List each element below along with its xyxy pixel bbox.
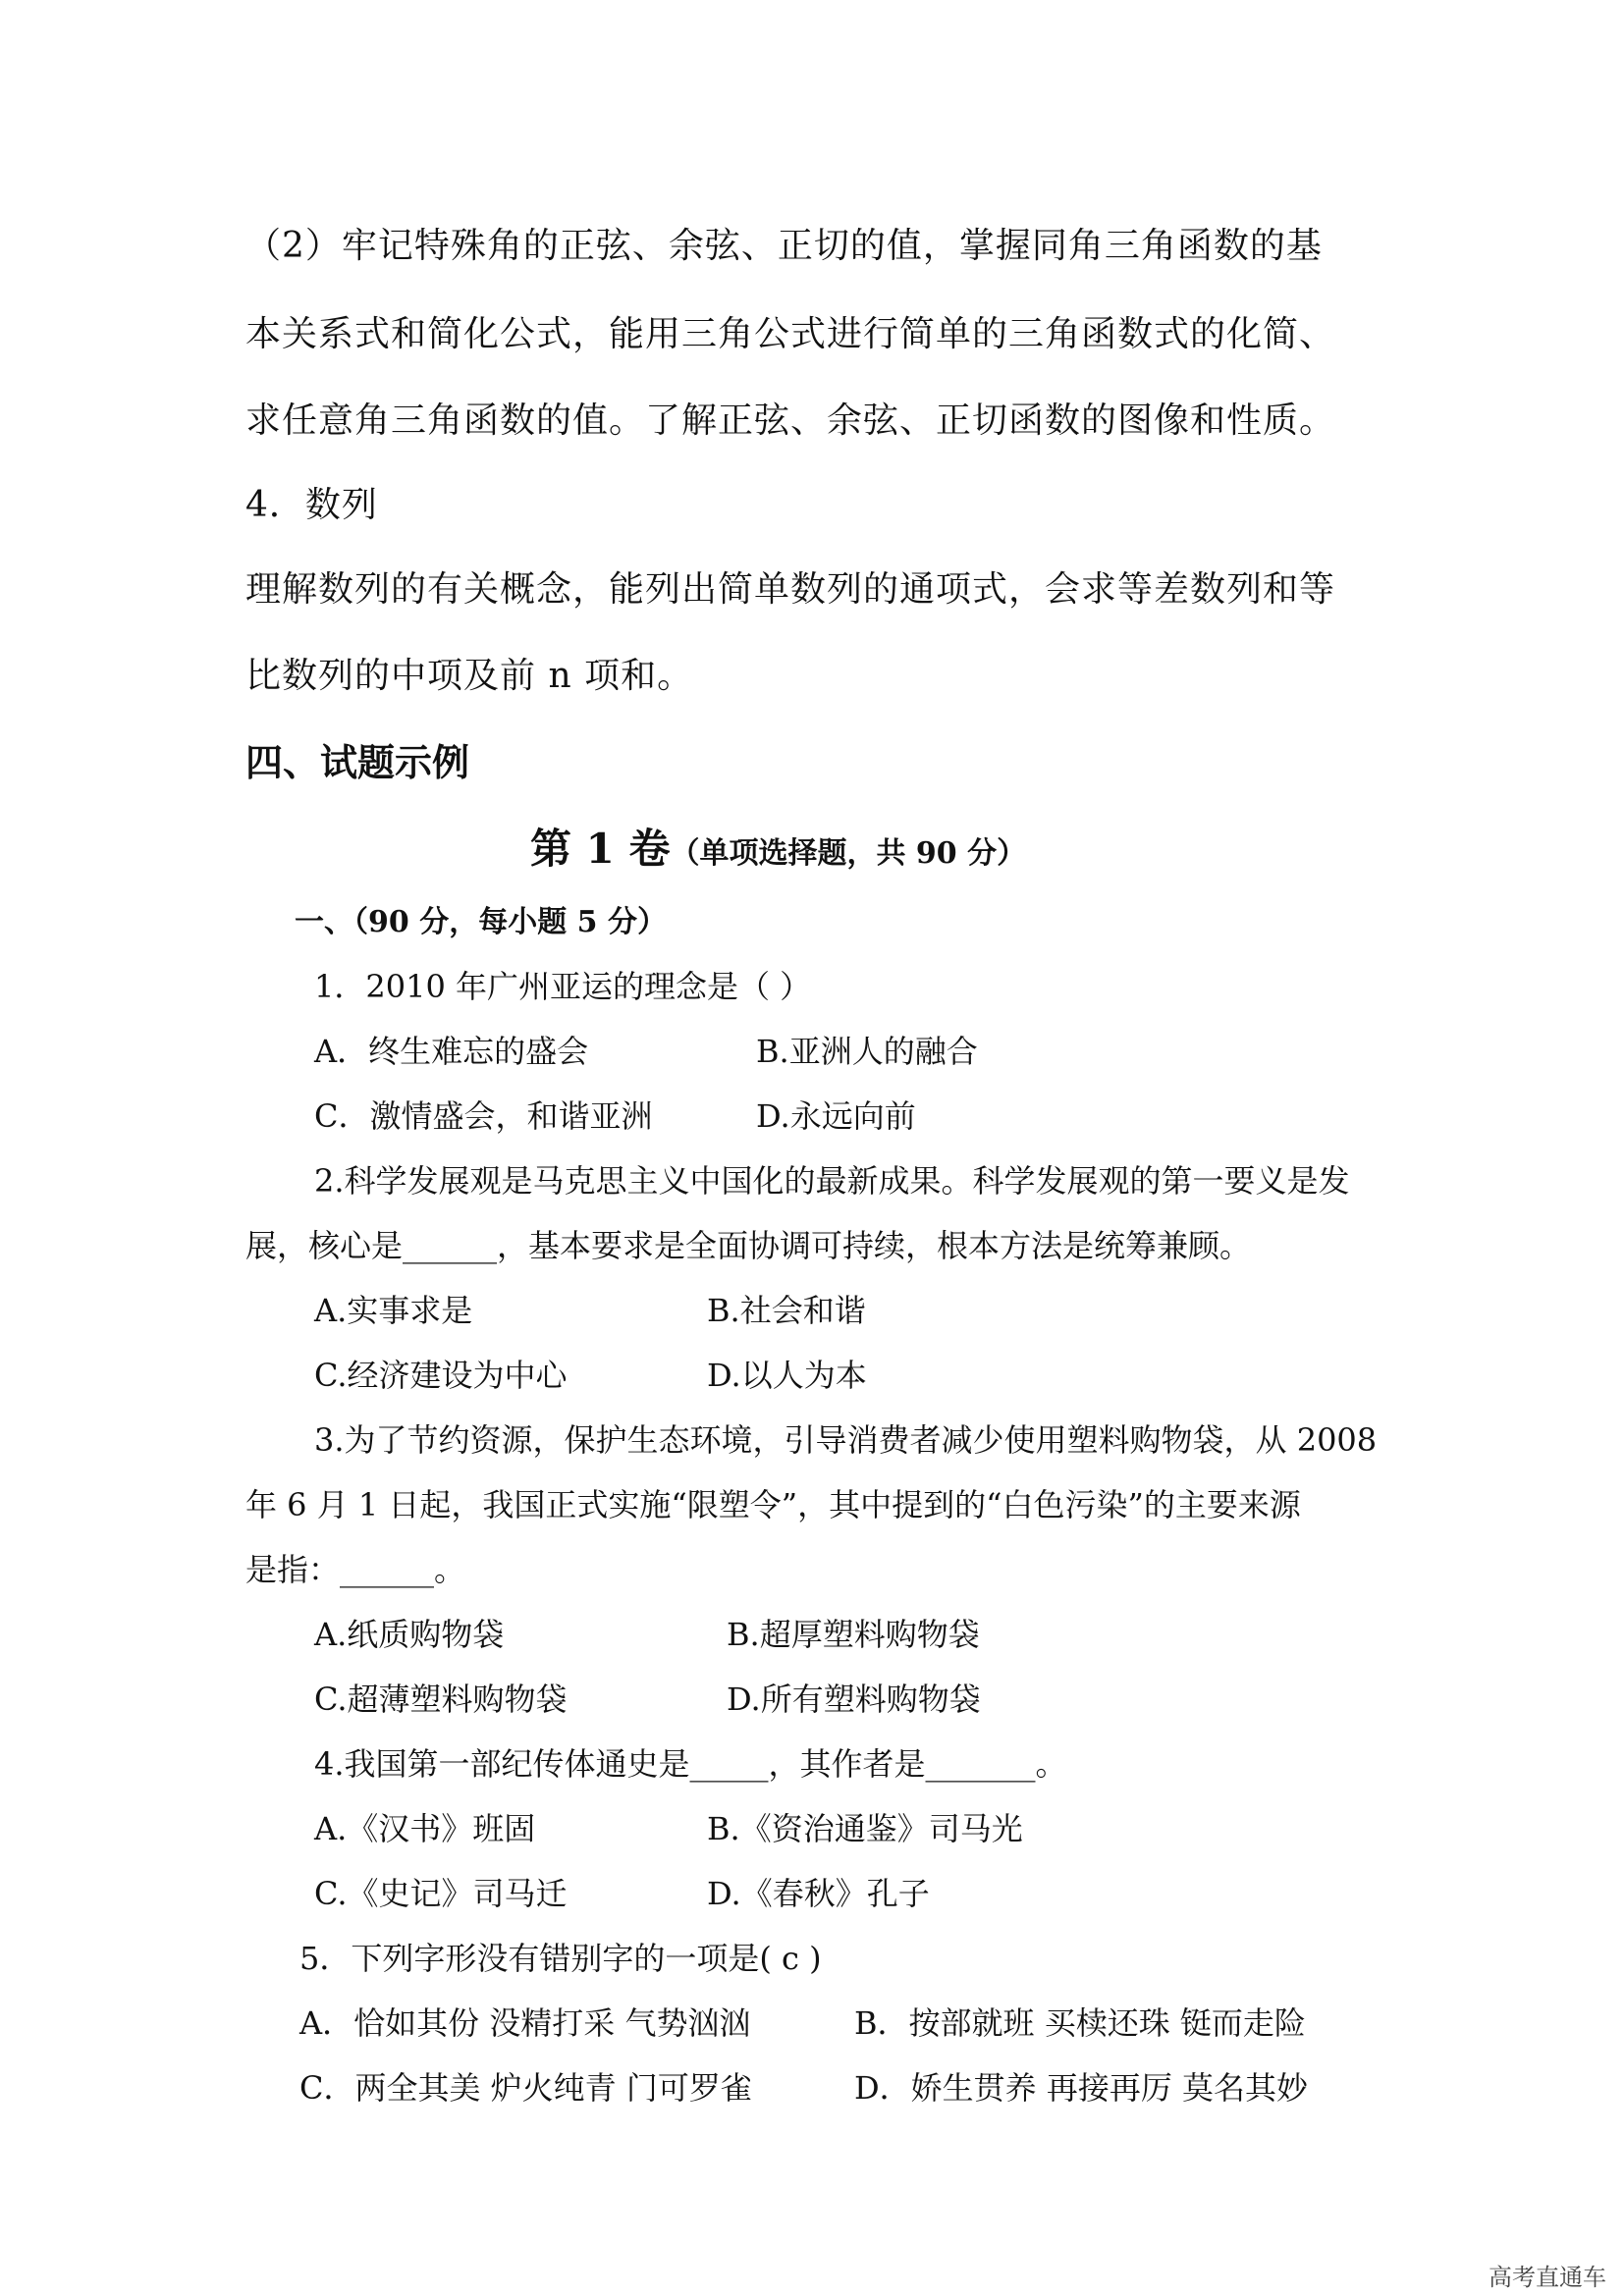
question-3-stem-line-3: 是指：______。	[245, 1551, 466, 1588]
body-line-3: 求任意角三角函数的值。了解正弦、余弦、正切函数的图像和性质。	[245, 400, 1336, 441]
question-3-option-d: D.所有塑料购物袋	[727, 1681, 981, 1718]
question-3-option-a: A.纸质购物袋	[314, 1616, 505, 1653]
question-2-stem-line-1: 2.科学发展观是马克思主义中国化的最新成果。科学发展观的第一要义是发	[314, 1162, 1350, 1200]
part-heading: 一、（90 分，每小题 5 分）	[295, 905, 667, 939]
question-5-option-b: B．按部就班 买椟还珠 铤而走险	[854, 2004, 1306, 2042]
question-1-stem: 1．2010 年广州亚运的理念是（ ）	[314, 968, 812, 1005]
paper-title-main: 第 1 卷	[530, 825, 671, 873]
body-line-6: 比数列的中项及前 n 项和。	[245, 656, 694, 696]
question-4-option-a: A.《汉书》班固	[314, 1810, 536, 1847]
question-4-option-c: C.《史记》司马迁	[314, 1875, 568, 1912]
question-3-stem-line-2: 年 6 月 1 日起，我国正式实施“限塑令”，其中提到的“白色污染”的主要来源	[245, 1486, 1301, 1523]
question-5-option-a: A．恰如其份 没精打采 气势汹汹	[299, 2004, 751, 2042]
question-3-stem-line-1: 3.为了节约资源，保护生态环境，引导消费者减少使用塑料购物袋，从 2008	[314, 1421, 1378, 1459]
question-1-option-b: B.亚洲人的融合	[756, 1033, 978, 1070]
question-1-option-d: D.永远向前	[756, 1097, 916, 1135]
paper-title-sub: （单项选择题，共 90 分）	[670, 836, 1027, 871]
question-3-option-c: C.超薄塑料购物袋	[314, 1681, 568, 1718]
question-3-option-b: B.超厚塑料购物袋	[727, 1616, 980, 1653]
question-5-option-c: C．两全其美 炉火纯青 门可罗雀	[299, 2069, 752, 2107]
watermark-text: 高考直通车	[1489, 2264, 1606, 2291]
question-4-stem: 4.我国第一部纪传体通史是_____，其作者是_______。	[314, 1745, 1067, 1783]
question-2-option-d: D.以人为本	[707, 1357, 867, 1394]
question-2-stem-line-2: 展，核心是______，基本要求是全面协调可持续，根本方法是统筹兼顾。	[245, 1227, 1252, 1264]
section-heading: 四、试题示例	[245, 741, 470, 784]
question-1-option-a: A．终生难忘的盛会	[314, 1033, 589, 1070]
question-4-option-b: B.《资治通鉴》司马光	[707, 1810, 1023, 1847]
question-1-option-c: C．激情盛会，和谐亚洲	[314, 1097, 653, 1135]
body-line-2: 本关系式和简化公式，能用三角公式进行简单的三角函数式的化简、	[245, 314, 1336, 354]
item-heading-4: 4．数列	[245, 485, 378, 525]
body-line-5: 理解数列的有关概念，能列出简单数列的通项式，会求等差数列和等	[245, 569, 1336, 610]
body-line-1: （2）牢记特殊角的正弦、余弦、正切的值，掌握同角三角函数的基	[245, 226, 1323, 266]
question-4-option-d: D.《春秋》孔子	[707, 1875, 930, 1912]
paper-title	[530, 817, 1026, 876]
question-2-option-b: B.社会和谐	[707, 1292, 866, 1329]
question-2-option-a: A.实事求是	[314, 1292, 473, 1329]
question-2-option-c: C.经济建设为中心	[314, 1357, 568, 1394]
question-5-stem: 5．下列字形没有错别字的一项是( c )	[299, 1940, 822, 1977]
question-5-option-d: D．娇生贯养 再接再厉 莫名其妙	[854, 2069, 1309, 2107]
